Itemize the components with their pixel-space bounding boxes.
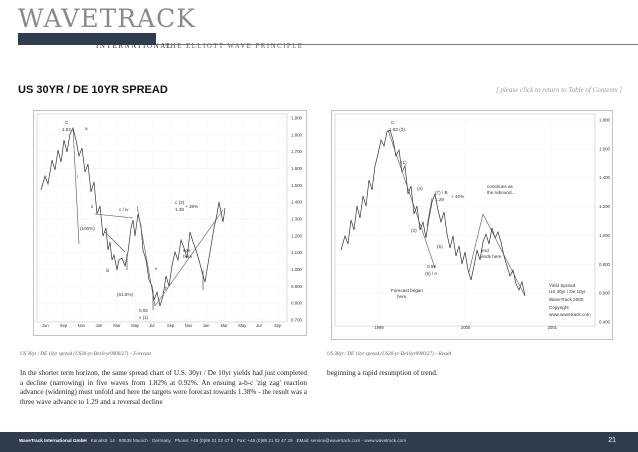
right-chart-y-tick-label: 1.000 bbox=[599, 232, 610, 238]
footer-contact bbox=[19, 438, 406, 443]
right-chart-y-tick-label: 0.400 bbox=[599, 319, 610, 325]
right-chart-y-tick-label: 0.800 bbox=[599, 261, 610, 267]
left-chart-y-tick-label: 0.800 bbox=[291, 300, 302, 306]
footer-address: Kanalstr. 14 · 80538 Munich · Germany bbox=[90, 438, 171, 443]
left-chart-y-tick-label: 1.300 bbox=[291, 216, 302, 222]
left-chart-y-tick-label: 1.800 bbox=[291, 132, 302, 138]
footer-phone: Phone: +49 (0)89 21 02 47 0 bbox=[174, 438, 234, 443]
left-chart-caption: US 30yr / DE 10yr spread (US30-yr-De10-yr0900/27) – Forecast bbox=[20, 352, 151, 357]
label-continues-2: the rebound... bbox=[487, 190, 516, 195]
label-low-sub: (5) / A bbox=[425, 271, 438, 276]
info-line-5: www.wavetrack.com bbox=[549, 312, 591, 317]
label-wave-7: (7) / B bbox=[435, 190, 448, 195]
label-forecast-2: here. bbox=[397, 294, 408, 299]
label-low: 0.98 bbox=[427, 264, 436, 269]
left-chart-x-tick-label: Sep bbox=[166, 323, 175, 328]
left-chart-x-tick-label: Jan bbox=[95, 323, 103, 328]
label-c-value: 1.82 (2) bbox=[389, 127, 405, 132]
left-chart-y-tick-label: 0.900 bbox=[291, 283, 302, 289]
left-chart-x-tick-label: Jan bbox=[202, 323, 210, 328]
logo-text: WAVETRACK bbox=[18, 4, 196, 33]
left-chart-y-tick-label: 1.700 bbox=[291, 149, 302, 155]
left-chart-x-tick-label: Mar bbox=[113, 323, 121, 328]
label-wave-7-value: 1.29 bbox=[435, 197, 444, 202]
left-chart bbox=[33, 110, 307, 336]
right-chart-y-tick-label: 1.800 bbox=[599, 117, 610, 123]
left-chart-x-tick-label: Jul bbox=[256, 323, 262, 328]
left-chart-x-tick-label: Sep bbox=[274, 323, 282, 328]
info-line-4: Copyright bbox=[549, 305, 569, 310]
info-line-1: Yield Spread bbox=[549, 283, 576, 288]
label-below: here bbox=[183, 254, 193, 259]
left-paragraph: In the shorter term horizon, the same spread chart of U.S. 30yr / De 10yr yields had just completed a decline (narrowing) in five waves from 1.82% at 0.92%. An ensuing a-b-c 'zig zag' reaction advance (widening) must unfold and here the targets were forecast towards 1.38% - the result was a three wave advance to 1.29 and a reversal decline bbox=[20, 369, 307, 406]
label-wave-3: (3) bbox=[411, 228, 417, 233]
label-see: see bbox=[183, 248, 191, 253]
footer-email[interactable]: EMail: service@wavetrack.com · www.wavetrack.com bbox=[296, 438, 407, 443]
left-chart-y-tick-label: 1.100 bbox=[291, 250, 302, 256]
label-c2-pct: + 38% bbox=[185, 204, 199, 209]
label-low-sub: v (1) bbox=[139, 315, 149, 320]
label-end-2: ends here bbox=[481, 254, 502, 259]
logo-subtitle: INTERNATIONAL bbox=[96, 42, 173, 50]
label-iv: c / iv bbox=[119, 207, 129, 212]
label-c2: c (2) bbox=[175, 200, 185, 205]
right-chart-y-tick-label: 0.600 bbox=[599, 290, 610, 296]
label-ii: ii bbox=[91, 204, 94, 209]
footer-company: WaveTrack International GmbH bbox=[19, 438, 87, 443]
toc-link[interactable]: [ please click to return to Table of Contents ] bbox=[495, 86, 622, 94]
left-chart-x-tick-label: May bbox=[131, 323, 140, 328]
left-chart-y-tick-label: 1.600 bbox=[291, 166, 302, 171]
header-tagline: THE ELLIOTT WAVE PRINCIPLE bbox=[165, 42, 304, 50]
label-forecast-1: Forecast began bbox=[391, 288, 423, 293]
label-c: C bbox=[65, 120, 69, 125]
left-chart-y-tick-label: 1.000 bbox=[291, 267, 302, 272]
footer-fax: Fax: +49 (0)89 21 02 47 29 bbox=[237, 438, 293, 443]
right-chart-y-tick-label: 1.600 bbox=[599, 146, 610, 152]
left-chart-x-tick-label: Mar bbox=[220, 323, 228, 328]
left-chart-x-tick-label: Sep bbox=[59, 323, 68, 328]
label-c-value: 1.82 bbox=[62, 127, 71, 132]
right-chart-y-tick-label: 1.200 bbox=[599, 204, 610, 210]
right-chart-x-tick-label: 1999 bbox=[374, 325, 384, 330]
label-iii: iii bbox=[106, 268, 110, 273]
left-chart-y-tick-label: 1.200 bbox=[291, 233, 302, 239]
label-wave-4: (4) bbox=[417, 186, 423, 191]
right-chart-x-tick-label: 2001 bbox=[547, 325, 557, 330]
info-line-2: US 30yr / De 10yr bbox=[549, 289, 586, 294]
left-chart-y-tick-label: 1.400 bbox=[291, 199, 302, 205]
right-chart-y-tick-label: 1.400 bbox=[599, 175, 610, 181]
page-number: 21 bbox=[608, 437, 616, 444]
info-line-3: WaveTrack 2000 bbox=[549, 297, 584, 302]
right-paragraph: beginning a rapid resumption of trend. bbox=[327, 369, 438, 377]
left-chart-y-tick-label: 1.900 bbox=[291, 115, 302, 121]
left-chart-x-tick-label: Jun bbox=[41, 323, 49, 328]
label-a: a bbox=[85, 126, 88, 131]
label-end-1: end bbox=[481, 248, 489, 253]
right-chart-x-tick-label: 2000 bbox=[461, 325, 471, 330]
right-chart-caption: US 30yr / DE 10yr spread (US30-yr-De10yr0900/27) – Result bbox=[327, 352, 452, 357]
label-continues-1: continues as bbox=[487, 184, 513, 189]
label-c2-value: 1.38 bbox=[175, 207, 184, 212]
page-title: US 30YR / DE 10YR SPREAD bbox=[18, 84, 168, 96]
left-chart-y-tick-label: 0.700 bbox=[291, 317, 302, 323]
label-v: v bbox=[155, 266, 158, 271]
label-wave-1: (1) bbox=[401, 160, 407, 165]
left-chart-x-tick-label: Nov bbox=[184, 323, 193, 328]
label-c: C bbox=[391, 120, 395, 125]
left-chart-x-tick-label: May bbox=[238, 323, 247, 328]
page-footer bbox=[0, 432, 638, 452]
label-b: b bbox=[165, 286, 168, 291]
label-wave-5: (5) bbox=[437, 244, 443, 249]
label-i: i bbox=[77, 174, 79, 179]
label-low: 0.92 bbox=[139, 308, 148, 313]
left-chart-x-tick-label: Nov bbox=[77, 323, 86, 328]
left-chart-x-tick-label: Jul bbox=[149, 323, 155, 328]
left-chart-y-tick-label: 1.500 bbox=[291, 182, 302, 188]
label-pct: (100%) bbox=[80, 226, 95, 231]
label-pct: + 40% bbox=[451, 194, 465, 199]
right-chart bbox=[331, 110, 613, 340]
label-b-pct: (61.8%) bbox=[117, 292, 134, 297]
